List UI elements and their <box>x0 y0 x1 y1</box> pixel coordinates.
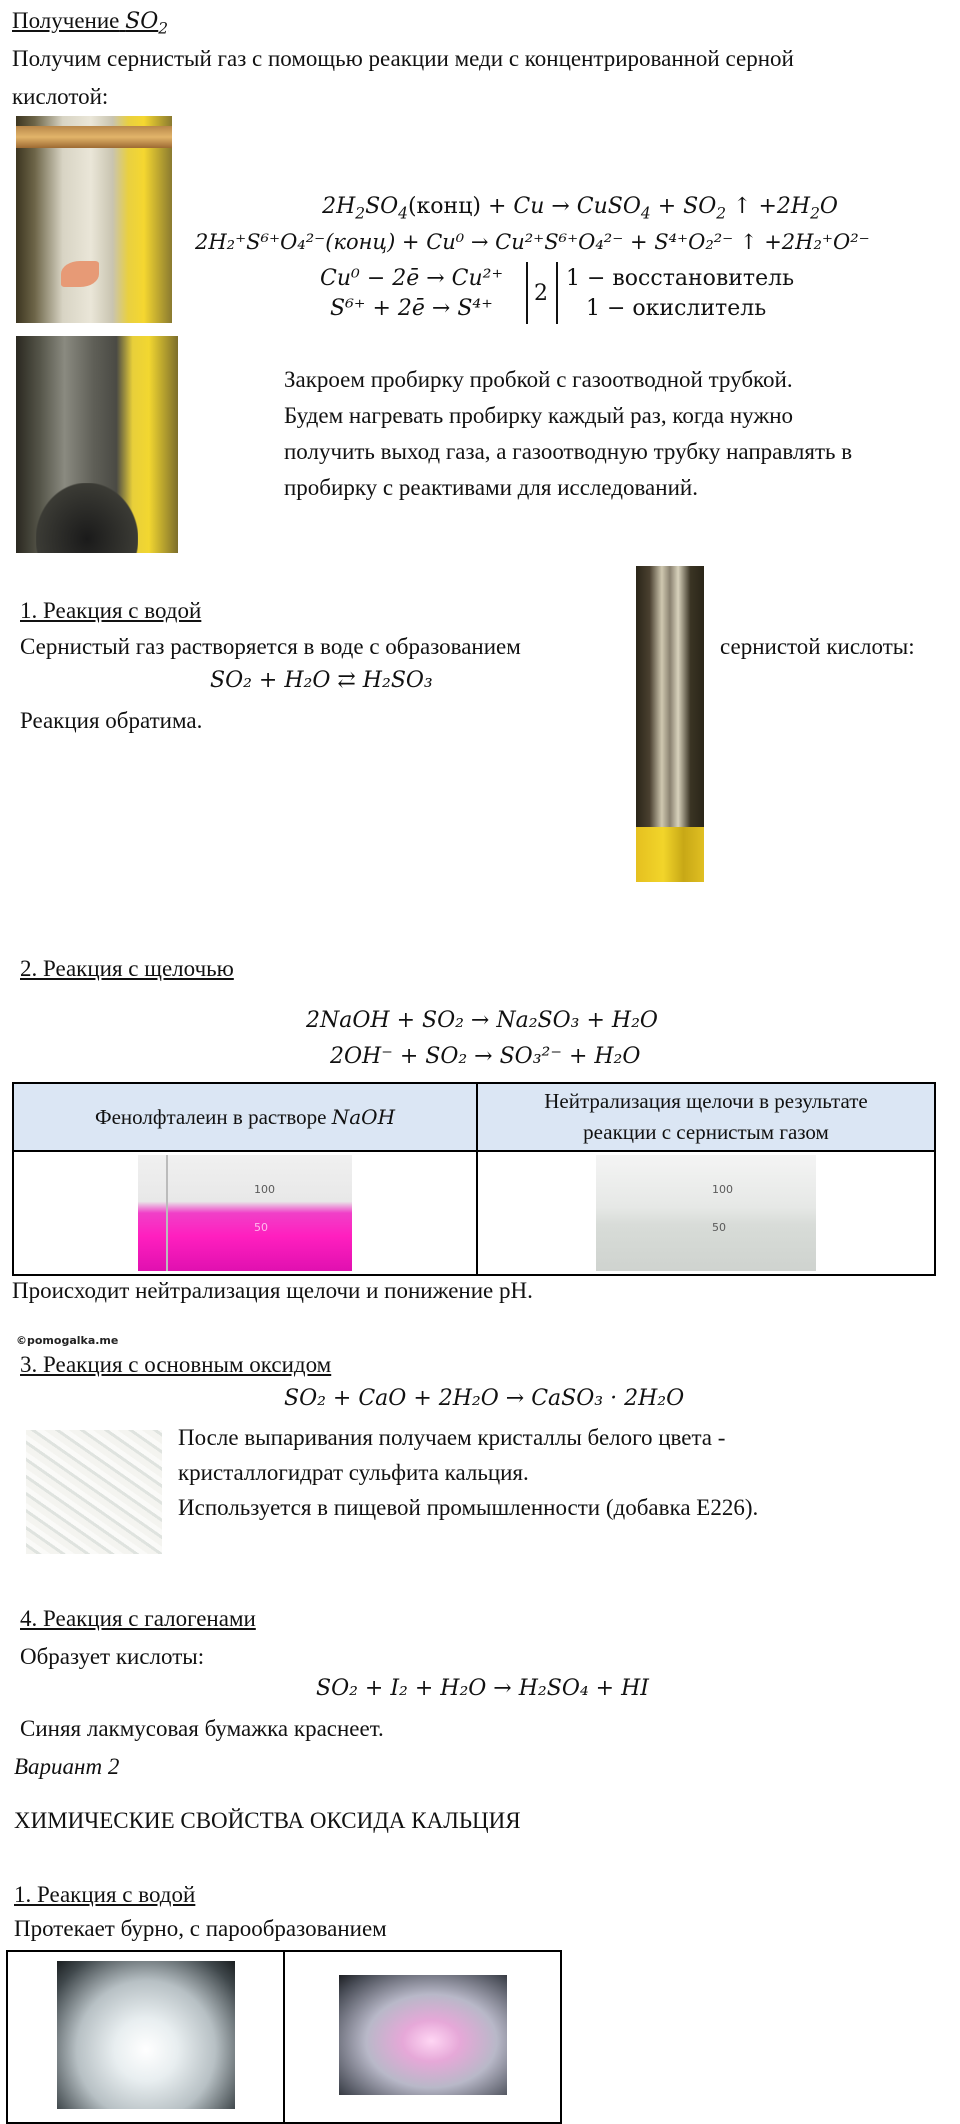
r3-text-line: Используется в пищевой промышленности (добавка E226). <box>178 1495 759 1520</box>
balance-row-s: S⁶⁺ + 2ē → S⁴⁺ <box>330 296 493 321</box>
balance-role-oxidizer: 1 − окислитель <box>586 296 767 321</box>
r3-text-line: кристаллогидрат сульфита кальция. <box>178 1460 529 1485</box>
section-title: ХИМИЧЕСКИЕ СВОЙСТВА ОКСИДА КАЛЬЦИЯ <box>14 1808 521 1833</box>
watermark: ©pomogalka.me <box>16 1334 119 1347</box>
intro-heading-label: Получение <box>12 8 120 33</box>
equation-molecular: $2H_2SO_4(конц) + Cu$ → CuSO$_4$ + $SO_2$ ↑ $+2H_2O$ <box>322 194 838 223</box>
r4-heading: 4. Реакция с галогенами <box>20 1606 256 1631</box>
r3-heading: 3. Реакция с основным оксидом <box>20 1352 332 1377</box>
r4-line2: Синяя лакмусовая бумажка краснеет. <box>20 1716 384 1741</box>
equation-ionic: 2H₂⁺S⁶⁺O₄²⁻(конц) + Cu⁰ → Cu²⁺S⁶⁺O₄²⁻ + S⁴⁺O₂²⁻ ↑ +2H₂⁺O²⁻ <box>195 230 870 254</box>
intro-heading <box>12 4 168 39</box>
copper-in-acid-tube-photo <box>16 116 172 323</box>
cao-water-table <box>6 1950 562 2124</box>
r4-line1: Образует кислоты: <box>20 1644 205 1669</box>
balance-factor: 2 <box>534 281 548 306</box>
intro-text-line2: кислотой: <box>12 84 109 109</box>
intro-text-line1: Получим сернистый газ с помощью реакции меди с концентрированной серной <box>12 46 794 71</box>
clear-flask-cell <box>477 1151 935 1275</box>
cao-dish2-cell <box>284 1951 561 2123</box>
balance-role-reducer: 1 − восстановитель <box>566 266 795 291</box>
balance-row-cu: Cu⁰ − 2ē → Cu²⁺ <box>320 266 504 291</box>
r2-equation-2: 2OH⁻ + SO₂ → SO₃²⁻ + H₂O <box>330 1044 641 1069</box>
variant-label: Вариант 2 <box>14 1754 120 1779</box>
r2-equation-1: 2NaOH + SO₂ → Na₂SO₃ + H₂O <box>306 1008 658 1033</box>
r1-text-b: сернистой кислоты: <box>720 634 915 659</box>
intro-heading-formula: SO <box>125 9 159 34</box>
setup-text <box>284 362 852 506</box>
setup-text-line: Закроем пробирку пробкой с газоотводной трубкой. <box>284 367 793 392</box>
cao-dish1-cell <box>7 1951 284 2123</box>
r1-heading: 1. Реакция с водой <box>20 598 202 623</box>
clear-flask-photo: 100 50 <box>596 1155 816 1271</box>
r1-equation: SO₂ + H₂O ⇄ H₂SO₃ <box>210 668 433 693</box>
setup-text-line: получить выход газа, а газоотводную трубку направлять в <box>284 439 853 464</box>
setup-text-line: Будем нагревать пробирку каждый раз, когда нужно <box>284 403 794 428</box>
cao1-heading: 1. Реакция с водой <box>14 1882 196 1907</box>
r3-equation: SO₂ + CaO + 2H₂O → CaSO₃ · 2H₂O <box>284 1386 685 1411</box>
balance-bar-left <box>526 262 528 324</box>
r2-note: Происходит нейтрализация щелочи и понижение pH. <box>12 1278 533 1303</box>
pink-flask-cell <box>13 1151 477 1275</box>
cao1-line: Протекает бурно, с парообразованием <box>14 1916 387 1941</box>
r4-equation: SO₂ + I₂ + H₂O → H₂SO₄ + HI <box>316 1676 649 1701</box>
r3-text-line: После выпаривания получаем кристаллы белого цвета - <box>178 1425 726 1450</box>
setup-text-line: пробирку с реактивами для исследований. <box>284 475 698 500</box>
calcium-sulfite-crystals-photo <box>26 1430 162 1554</box>
gas-tube-in-water-photo <box>636 566 704 882</box>
naoh-col2-header: Нейтрализация щелочи в результате реакции с сернистым газом <box>477 1083 935 1151</box>
r1-note: Реакция обратима. <box>20 708 203 733</box>
heated-tube-photo <box>16 336 178 553</box>
naoh-experiment-table <box>12 1082 936 1276</box>
naoh-col1-header: Фенолфталеин в растворе NaOH <box>13 1083 477 1151</box>
intro-heading-sub: 2 <box>158 19 169 38</box>
pink-flask-photo: 100 50 <box>138 1155 352 1271</box>
r3-text <box>178 1420 758 1525</box>
balance-bar-right <box>556 262 558 324</box>
cao-dish-dry-photo <box>57 1961 235 2109</box>
r1-text-a: Сернистый газ растворяется в воде с образованием <box>20 634 521 659</box>
cao-dish-pink-photo <box>339 1975 507 2095</box>
r2-heading: 2. Реакция с щелочью <box>20 956 234 981</box>
